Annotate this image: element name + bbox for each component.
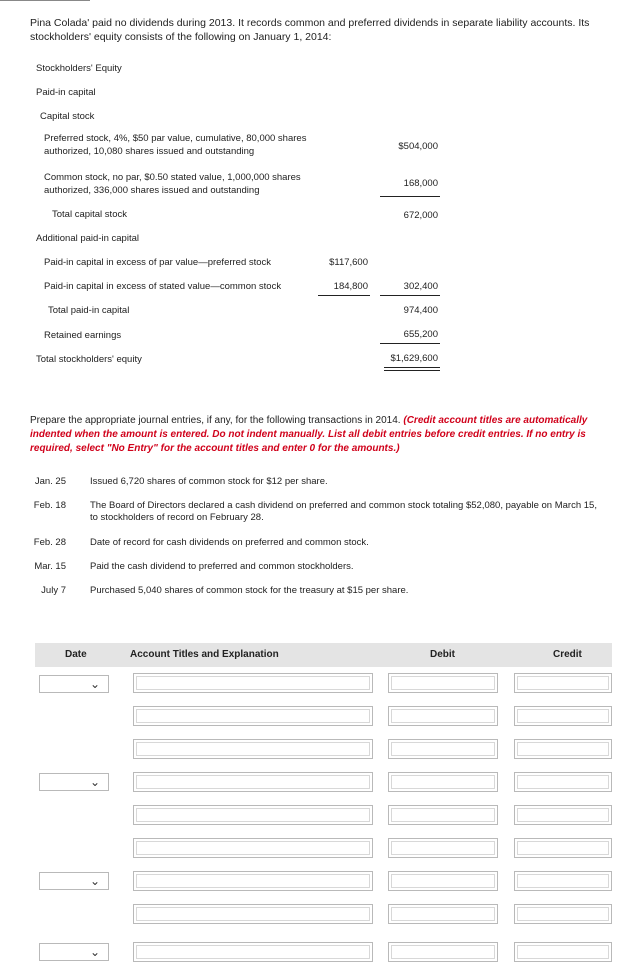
credit-input[interactable] — [514, 871, 612, 891]
transaction-date: Feb. 18 — [33, 500, 66, 511]
paid-in-capital-label: Paid-in capital — [36, 87, 96, 98]
equity-heading: Stockholders' Equity — [36, 63, 122, 74]
transaction-date: July 7 — [41, 585, 66, 596]
journal-header — [35, 643, 612, 667]
account-title-input[interactable] — [133, 772, 373, 792]
instructions-text: Prepare the appropriate journal entries, if any, for the following transactions in 2014. — [30, 415, 404, 426]
transaction-text: Purchased 5,040 shares of common stock for the treasury at $15 per share. — [90, 585, 409, 596]
retained-earnings-amount: 655,200 — [403, 329, 438, 340]
apic-common-label: Paid-in capital in excess of stated value—common stock — [44, 281, 282, 292]
credit-input[interactable] — [514, 942, 612, 962]
apic-total-amount: 302,400 — [403, 281, 438, 292]
credit-column-header: Credit — [553, 649, 582, 660]
double-underline — [384, 370, 440, 371]
instructions-note: (Credit account titles are automatically indented when the amount is entered. Do not indent manually. List all debit entries before credit entries. If no entry is required, select "No Entry" for the account titles and enter 0 for the amounts.) — [30, 415, 588, 454]
credit-input[interactable] — [514, 739, 612, 759]
debit-input[interactable] — [388, 673, 498, 693]
problem-intro: Pina Colada' paid no dividends during 2013. It records common and preferred dividends in separate liability accounts. Its stockholders' equity consists of the following on January 1, 2014: — [30, 17, 590, 43]
chevron-down-icon: ⌄ — [89, 775, 100, 789]
chevron-down-icon: ⌄ — [89, 677, 100, 691]
debit-input[interactable] — [388, 838, 498, 858]
date-select[interactable] — [39, 872, 109, 890]
credit-input[interactable] — [514, 805, 612, 825]
chevron-down-icon: ⌄ — [89, 945, 100, 959]
underline — [318, 295, 370, 296]
debit-input[interactable] — [388, 805, 498, 825]
debit-column-header: Debit — [430, 649, 455, 660]
underline — [380, 343, 440, 344]
account-title-input[interactable] — [133, 706, 373, 726]
transaction-text: Issued 6,720 shares of common stock for $12 per share. — [90, 476, 328, 487]
underline — [380, 295, 440, 296]
preferred-stock-label: Preferred stock, 4%, $50 par value, cumulative, 80,000 shares authorized, 10,080 shares issued and outstanding — [44, 133, 307, 157]
transaction-date: Feb. 28 — [33, 537, 66, 548]
account-title-input[interactable] — [133, 805, 373, 825]
debit-input[interactable] — [388, 739, 498, 759]
transaction-date: Mar. 15 — [34, 561, 66, 572]
credit-input[interactable] — [514, 706, 612, 726]
credit-input[interactable] — [514, 904, 612, 924]
account-title-input[interactable] — [133, 838, 373, 858]
common-stock-label: Common stock, no par, $0.50 stated value, 1,000,000 shares authorized, 336,000 shares issued and outstanding — [44, 172, 301, 196]
apic-preferred-amount: $117,600 — [329, 257, 368, 268]
transaction-text: Paid the cash dividend to preferred and common stockholders. — [90, 561, 354, 572]
instructions — [30, 414, 615, 456]
credit-input[interactable] — [514, 772, 612, 792]
date-select[interactable] — [39, 675, 109, 693]
total-equity-label: Total stockholders' equity — [36, 354, 142, 365]
chevron-down-icon: ⌄ — [89, 874, 100, 888]
debit-input[interactable] — [388, 904, 498, 924]
retained-earnings-label: Retained earnings — [44, 330, 122, 341]
top-divider — [0, 0, 90, 1]
total-paid-in-amount: 974,400 — [403, 305, 438, 316]
account-title-input[interactable] — [133, 871, 373, 891]
credit-input[interactable] — [514, 673, 612, 693]
common-stock-amount: 168,000 — [403, 178, 438, 189]
account-title-input[interactable] — [133, 739, 373, 759]
date-select[interactable] — [39, 773, 109, 791]
debit-input[interactable] — [388, 871, 498, 891]
capital-stock-label: Capital stock — [40, 111, 95, 122]
total-capital-stock-amount: 672,000 — [403, 210, 438, 221]
preferred-stock-amount: $504,000 — [398, 141, 438, 152]
debit-input[interactable] — [388, 706, 498, 726]
double-underline — [384, 367, 440, 368]
additional-paid-in-label: Additional paid-in capital — [36, 233, 139, 244]
total-equity-amount: $1,629,600 — [390, 353, 438, 364]
debit-input[interactable] — [388, 942, 498, 962]
total-capital-stock-label: Total capital stock — [52, 209, 127, 220]
transaction-date: Jan. 25 — [34, 476, 66, 487]
account-title-input[interactable] — [133, 673, 373, 693]
date-column-header: Date — [65, 649, 87, 660]
debit-input[interactable] — [388, 772, 498, 792]
account-title-input[interactable] — [133, 904, 373, 924]
transaction-text: Date of record for cash dividends on preferred and common stock. — [90, 537, 369, 548]
transaction-text: The Board of Directors declared a cash dividend on preferred and common stock totaling $52,080, payable on March 15, to stockholders of record on February 28. — [90, 500, 597, 523]
underline — [380, 196, 440, 197]
date-select[interactable] — [39, 943, 109, 961]
account-column-header: Account Titles and Explanation — [130, 649, 279, 660]
credit-input[interactable] — [514, 838, 612, 858]
account-title-input[interactable] — [133, 942, 373, 962]
total-paid-in-label: Total paid-in capital — [48, 305, 130, 316]
apic-preferred-label: Paid-in capital in excess of par value—preferred stock — [44, 257, 272, 268]
apic-common-amount: 184,800 — [333, 281, 368, 292]
